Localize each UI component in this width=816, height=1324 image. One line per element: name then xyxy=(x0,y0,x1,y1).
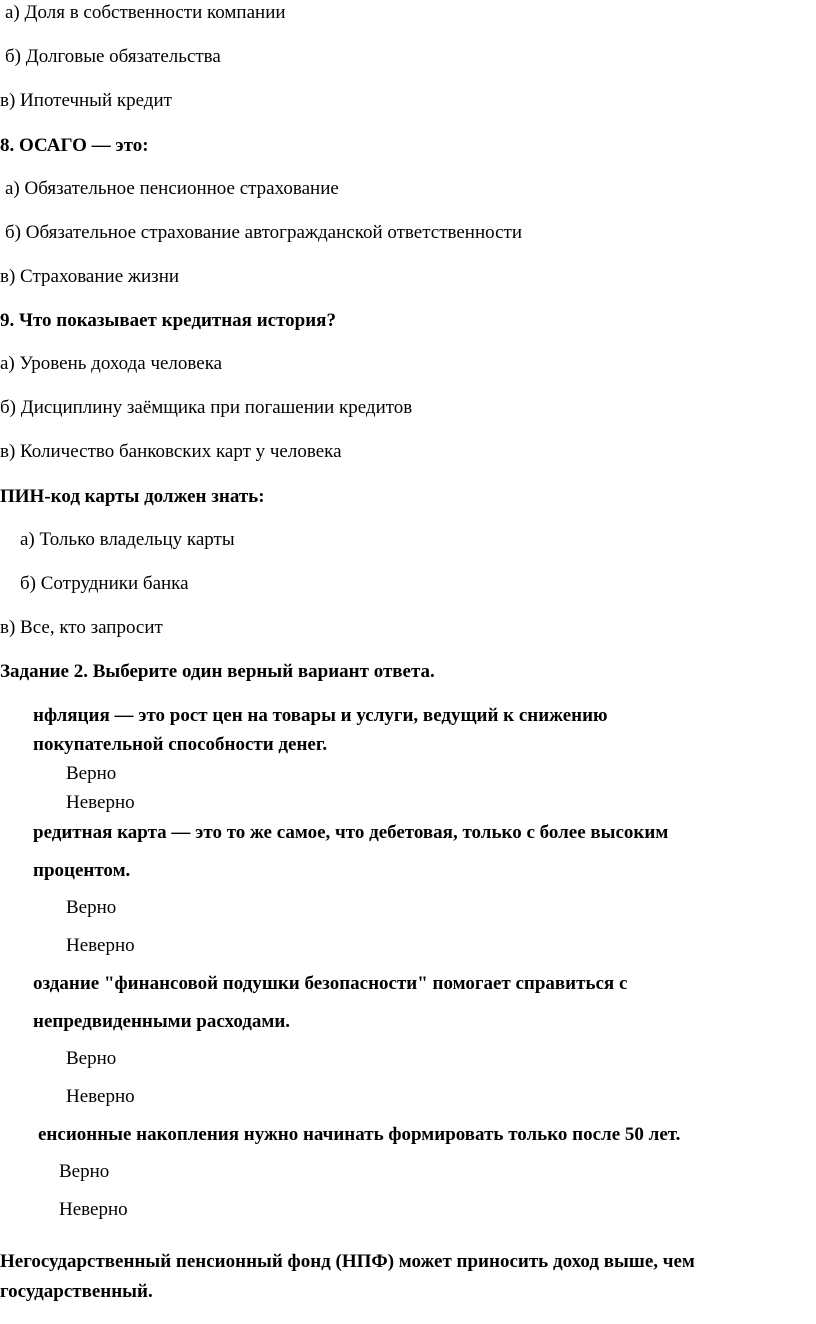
statement-text: енсионные накопления нужно начинать формировать только после 50 лет. xyxy=(38,1124,681,1145)
statement-text: непредвиденными расходами. xyxy=(33,1011,291,1032)
statement-text: нфляция — это рост цен на товары и услуги, ведущий к снижению xyxy=(33,705,608,726)
question-heading: 9. Что показывает кредитная история? xyxy=(0,310,336,331)
true-option: Верно xyxy=(66,1048,117,1069)
answer-option: в) Все, кто запросит xyxy=(0,617,163,638)
answer-option: в) Ипотечный кредит xyxy=(0,90,172,111)
false-option: Неверно xyxy=(66,1086,135,1107)
false-option: Неверно xyxy=(66,792,135,813)
answer-option: б) Дисциплину заёмщика при погашении кредитов xyxy=(0,397,413,418)
answer-option: а) Только владельцу карты xyxy=(20,529,235,550)
answer-option: б) Сотрудники банка xyxy=(20,573,189,594)
true-option: Верно xyxy=(59,1161,110,1182)
answer-option: а) Уровень дохода человека xyxy=(0,353,223,374)
false-option: Неверно xyxy=(66,935,135,956)
task-heading: Задание 2. Выберите один верный вариант ответа. xyxy=(0,661,435,682)
statement-text: редитная карта — это то же самое, что дебетовая, только с более высоким xyxy=(33,822,669,843)
answer-option: б) Обязательное страхование автогражданской ответственности xyxy=(5,222,523,243)
answer-option: в) Количество банковских карт у человека xyxy=(0,441,342,462)
answer-option: а) Обязательное пенсионное страхование xyxy=(5,178,339,199)
question-heading: 8. ОСАГО — это: xyxy=(0,135,149,156)
question-heading: ПИН-код карты должен знать: xyxy=(0,486,265,507)
answer-option: в) Страхование жизни xyxy=(0,266,180,287)
statement-text: процентом. xyxy=(33,860,131,881)
statement-text: оздание "финансовой подушки безопасности" помогает справиться с xyxy=(33,973,628,994)
statement-text: покупательной способности денег. xyxy=(33,734,328,755)
statement-text: государственный. xyxy=(0,1281,153,1302)
false-option: Неверно xyxy=(59,1199,128,1220)
statement-text: Негосударственный пенсионный фонд (НПФ) может приносить доход выше, чем xyxy=(0,1251,695,1272)
answer-option: а) Доля в собственности компании xyxy=(5,2,286,23)
answer-option: б) Долговые обязательства xyxy=(5,46,221,67)
true-option: Верно xyxy=(66,763,117,784)
true-option: Верно xyxy=(66,897,117,918)
